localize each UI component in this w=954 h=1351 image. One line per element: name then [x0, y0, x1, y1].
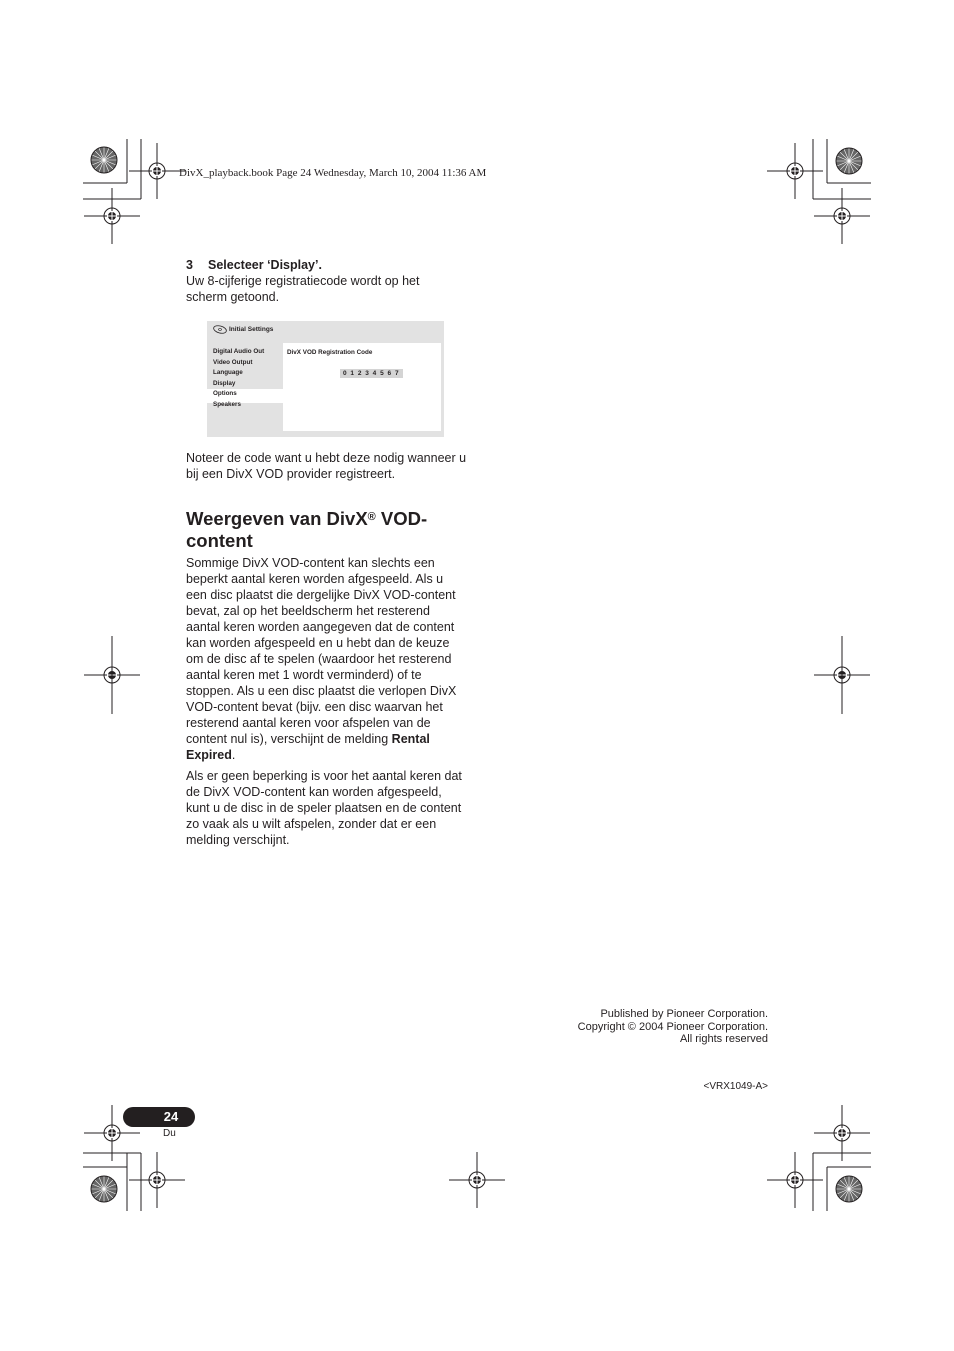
publisher-block — [520, 1008, 768, 1046]
menu-item-language[interactable]: Language — [213, 369, 243, 377]
published-by: Published by Pioneer Corporation. — [600, 1008, 768, 1020]
section-body — [186, 555, 466, 848]
osd-title-label: Initial Settings — [229, 326, 274, 333]
menu-item-display[interactable]: Display — [213, 379, 236, 387]
step-heading — [186, 258, 322, 272]
note-paragraph — [186, 450, 468, 482]
menu-item-speakers[interactable]: Speakers — [213, 400, 242, 408]
page-number-badge — [123, 1107, 195, 1127]
step-description — [186, 273, 448, 305]
section-paragraph-1 — [186, 555, 466, 763]
step-text: Uw 8-cijferige registratiecode wordt op het scherm getoond. — [186, 274, 420, 304]
document-code: <VRX1049-A> — [703, 1081, 768, 1092]
page-number: 24 — [163, 1109, 179, 1124]
rental-expired-label: Rental Expired — [186, 732, 430, 762]
para1-end: . — [231, 748, 236, 762]
registered-mark: ® — [367, 511, 376, 523]
heading-part-2: VOD-content — [186, 508, 428, 551]
osd-panel — [283, 343, 441, 431]
heading-part-1: Weergeven van DivX — [186, 508, 368, 529]
rights: All rights reserved — [679, 1033, 768, 1045]
osd-menu — [213, 347, 283, 411]
para1-text: Sommige DivX VOD-content kan slechts een beperkt aantal keren worden afgespeeld. Als u een disc plaatst die dergelijke DivX VOD-content bevat, zal op het beeldscherm het resterend aantal keren worden aangegeven dat de content kan worden afgespeeld en u hebt dan de keuze om de disc af te spelen (waardoor het resterend aantal keren met 1 wordt verminderd) of te stoppen. Als u een disc plaatst die verlopen DivX VOD-content bevat (bijv. een disc waarvan het resterend aantal keren voor afspelen van de content nul is), verschijnt de melding — [186, 556, 457, 746]
copyright: Copyright © 2004 Pioneer Corporation. — [577, 1020, 768, 1033]
registration-star-bottom-left — [91, 1176, 117, 1202]
osd-title — [213, 325, 273, 334]
registration-star-top-left — [91, 147, 117, 173]
registration-star-bottom-right — [836, 1176, 862, 1202]
registration-code: 0 1 2 3 4 5 6 7 — [340, 369, 403, 378]
menu-item-video-output[interactable]: Video Output — [213, 358, 253, 366]
panel-title: DivX VOD Registration Code — [287, 349, 373, 356]
step-number: 3 — [186, 258, 193, 272]
menu-item-digital-audio-out[interactable]: Digital Audio Out — [213, 348, 265, 355]
osd-screenshot — [207, 321, 444, 437]
disc-icon — [213, 325, 227, 334]
menu-item-options[interactable]: Options — [213, 390, 237, 398]
step-title: Selecteer ‘Display’. — [208, 258, 322, 272]
language-label: Du — [163, 1128, 176, 1139]
registration-star-top-right — [836, 148, 862, 174]
section-paragraph-2: Als er geen beperking is voor het aantal keren dat de DivX VOD-content kan worden afgespeeld, kunt u de disc in de speler plaatsen en de content zo vaak als u wilt afspelen, zonder dat er een melding verschijnt. — [186, 769, 462, 847]
note-text: Noteer de code want u hebt deze nodig wanneer u bij een DivX VOD provider registreert. — [186, 451, 467, 481]
book-header-info: DivX_playback.book Page 24 Wednesday, March 10, 2004 11:36 AM — [179, 167, 487, 179]
section-heading — [186, 508, 476, 552]
